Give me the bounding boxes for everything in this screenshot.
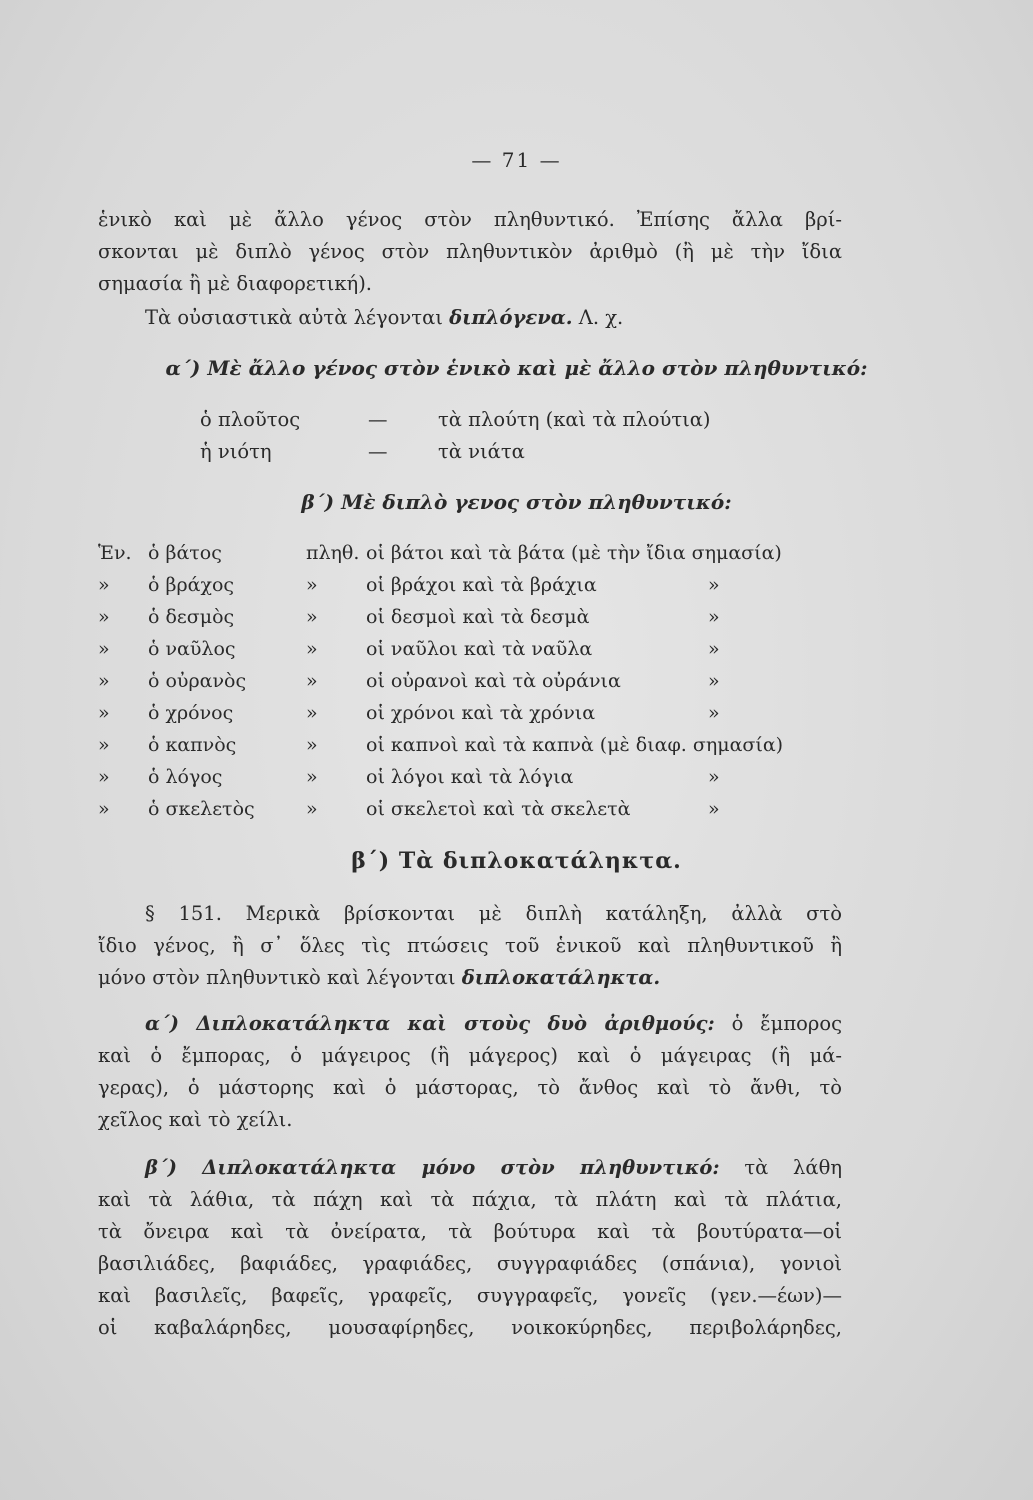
section-title: β΄) Τὰ διπλοκατάληκτα. [351,848,682,874]
row-singular: ὁ ναῦλος [148,638,236,660]
para-b-line-2: καὶ τὰ λάθια, τὰ πάχη καὶ τὰ πάχια, τὰ πλάτη καὶ τὰ πλάτια, [98,1188,842,1211]
intro-line-4 [145,306,842,329]
row-label: » [98,798,110,820]
row-singular: ὁ βράχος [148,574,235,596]
para-a-line-1 [145,1012,842,1035]
para151-line-3 [98,966,842,989]
row-ditto: » [708,670,720,692]
table-row [98,574,858,602]
row-plural: οἱ δεσμοὶ καὶ τὰ δεσμὰ [366,606,590,628]
table-row [98,542,858,570]
para-b-line-3: τὰ ὄνειρα καὶ τὰ ὀνείρατα, τὰ βούτυρα καὶ τὰ βουτύρατα—οἱ [98,1220,842,1243]
row-ditto: » [708,606,720,628]
pair-2-singular: ἡ νιότη [200,440,272,463]
row-label: » [98,734,110,756]
row-plural: οἱ χρόνοι καὶ τὰ χρόνια [366,702,596,724]
table-row [98,766,858,794]
row-singular: ὁ οὐρανὸς [148,670,247,692]
row-plural: οἱ βάτοι καὶ τὰ βάτα (μὲ τὴν ἴδια σημασία) [366,542,782,564]
page-number: — 71 — [471,148,562,172]
para-b-text: τὰ λάθη [744,1156,843,1179]
table-row [98,798,858,826]
term-diplogena: διπλόγενα. [449,306,573,329]
para-b-heading: β΄) Διπλοκατάληκτα μόνο στὸν πληθυντικό: [145,1156,720,1179]
pair-1-dash: — [368,408,388,431]
table-row [98,670,858,698]
intro-line-2: σκονται μὲ διπλὸ γένος στὸν πληθυντικὸν ἀριθμὸ (ἢ μὲ τὴν ἴδια [98,240,842,263]
row-label: » [98,702,110,724]
row-plural-label: » [306,798,318,820]
pair-2-plural: τὰ νιάτα [438,440,525,463]
row-plural: οἱ οὐρανοὶ καὶ τὰ οὐράνια [366,670,621,692]
row-label: » [98,606,110,628]
pair-1-plural: τὰ πλούτη (καὶ τὰ πλούτια) [438,408,711,431]
para151-text: μόνο στὸν πληθυντικὸ καὶ λέγονται [98,966,456,989]
table-row [98,638,858,666]
table-row [98,702,858,730]
row-plural-label: » [306,638,318,660]
row-label: Ἑν. [98,542,132,564]
row-singular: ὁ σκελετὸς [148,798,255,820]
row-plural: οἱ βράχοι καὶ τὰ βράχια [366,574,597,596]
row-plural-label: » [306,734,318,756]
para151-line-2: ἴδιο γένος, ἢ σ᾿ ὅλες τὶς πτώσεις τοῦ ἑνικοῦ καὶ πληθυντικοῦ ἢ [98,934,842,957]
term-diplokatalikta: διπλοκατάληκτα. [461,966,661,989]
para-a-line-4: χεῖλος καὶ τὸ χείλι. [98,1108,293,1131]
para-b-line-6: οἱ καβαλάρηδες, μουσαφίρηδες, νοικοκύρηδες, περιβολάρηδες, [98,1316,842,1339]
table-row [98,606,858,634]
row-singular: ὁ δεσμὸς [148,606,235,628]
row-plural: οἱ ναῦλοι καὶ τὰ ναῦλα [366,638,593,660]
para-a-line-2: καὶ ὁ ἔμπορας, ὁ μάγειρος (ἢ μάγερος) καὶ ὁ μάγειρας (ἢ μά- [98,1044,842,1067]
para-b-line-5: καὶ βασιλεῖς, βαφεῖς, γραφεῖς, συγγραφεῖς, γονεῖς (γεν.—έων)— [98,1284,842,1307]
intro-line-1: ἑνικὸ καὶ μὲ ἄλλο γένος στὸν πληθυντικό. Ἐπίσης ἄλλα βρί- [98,208,842,231]
row-ditto: » [708,638,720,660]
row-plural-label: » [306,574,318,596]
row-ditto: » [708,798,720,820]
row-plural-label: πληθ. [306,542,360,564]
row-singular: ὁ λόγος [148,766,223,788]
row-singular: ὁ χρόνος [148,702,234,724]
row-label: » [98,670,110,692]
intro-text: Τὰ οὐσιαστικὰ αὐτὰ λέγονται [145,306,443,329]
row-plural: οἱ λόγοι καὶ τὰ λόγια [366,766,574,788]
pair-2-dash: — [368,440,388,463]
row-plural: οἱ καπνοὶ καὶ τὰ καπνὰ (μὲ διαφ. σημασία) [366,734,784,756]
section-b-heading: β΄) Μὲ διπλὸ γενος στὸν πληθυντικό: [301,490,732,514]
row-label: » [98,574,110,596]
row-ditto: » [708,766,720,788]
para151-line-1: § 151. Μερικὰ βρίσκονται μὲ διπλὴ κατάληξη, ἀλλὰ στὸ [145,902,842,925]
intro-line-3: σημασία ἢ μὲ διαφορετική). [98,272,372,295]
row-plural-label: » [306,606,318,628]
para-a-text: ὁ ἔμπορος [731,1012,842,1035]
row-singular: ὁ καπνὸς [148,734,237,756]
row-plural: οἱ σκελετοὶ καὶ τὰ σκελετὰ [366,798,631,820]
row-plural-label: » [306,702,318,724]
example-abbrev: Λ. χ. [578,306,624,329]
section-a-heading: α΄) Μὲ ἄλλο γένος στὸν ἑνικὸ καὶ μὲ ἄλλο στὸν πληθυντικό: [165,356,868,380]
para-b-line-1 [145,1156,842,1179]
para-b-line-4: βασιλιάδες, βαφιάδες, γραφιάδες, συγγραφιάδες (σπάνια), γονιοὶ [98,1252,842,1275]
row-label: » [98,638,110,660]
para-a-line-3: γερας), ὁ μάστορης καὶ ὁ μάστορας, τὸ ἄνθος καὶ τὸ ἄνθι, τὸ [98,1076,842,1099]
row-plural-label: » [306,766,318,788]
row-singular: ὁ βάτος [148,542,222,564]
row-label: » [98,766,110,788]
para-a-heading: α΄) Διπλοκατάληκτα καὶ στοὺς δυὸ ἀριθμούς: [145,1012,715,1035]
table-row [98,734,858,762]
row-ditto: » [708,702,720,724]
pair-1-singular: ὁ πλοῦτος [200,408,301,431]
row-plural-label: » [306,670,318,692]
row-ditto: » [708,574,720,596]
